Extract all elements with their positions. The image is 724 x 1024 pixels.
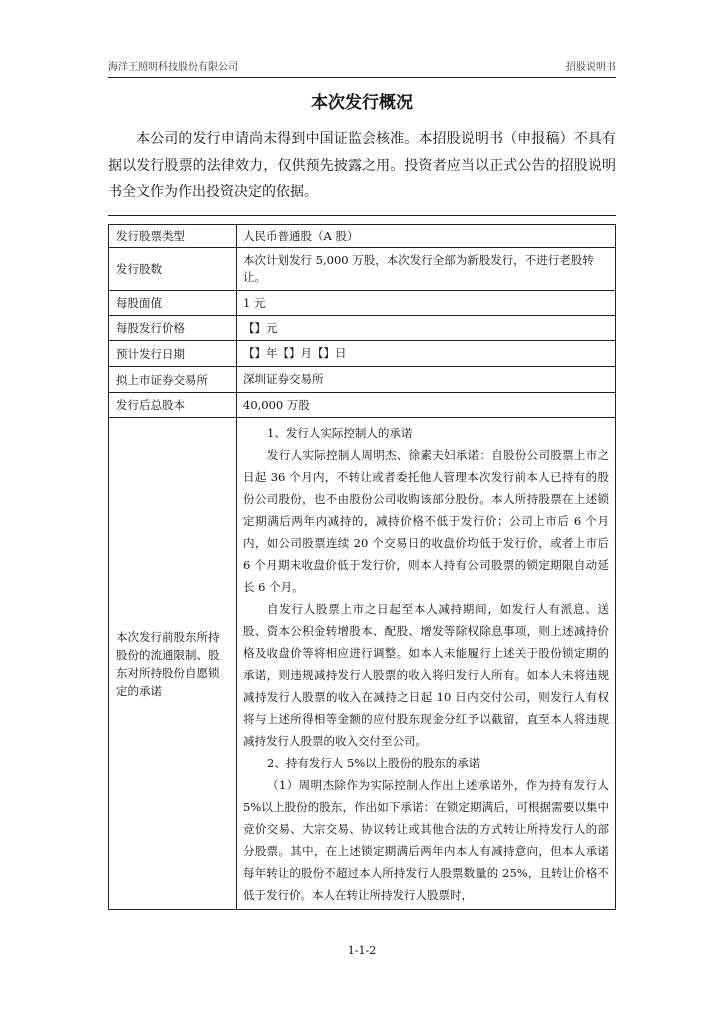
header-company-name: 海洋王照明科技股份有限公司 — [108, 62, 238, 73]
page-number: 1-1-2 — [347, 944, 377, 957]
row-value: 本次计划发行 5,000 万股，本次发行全部为新股发行，不进行老股转让。 — [237, 248, 616, 291]
table-row — [109, 225, 616, 248]
lockup-heading: 1、发行人实际控制人的承诺 — [267, 425, 413, 440]
intro-paragraph: 本公司的发行申请尚未得到中国证监会核准。本招股说明书（申报稿）不具有据以发行股票的法律效力，仅供预先披露之用。投资者应当以正式公告的招股说明书全文作为作出投资决定的依据。 — [108, 131, 616, 200]
row-label: 预计发行日期 — [109, 341, 237, 367]
table-row — [109, 341, 616, 367]
header-document-type: 招股说明书 — [566, 62, 616, 73]
table-row — [109, 291, 616, 316]
row-label: 拟上市证券交易所 — [109, 367, 237, 393]
row-label: 发行股票类型 — [109, 225, 237, 248]
lockup-paragraph: 发行人实际控制人周明杰、徐素夫妇承诺：自股份公司股票上市之日起 36 个月内，不转让或者委托他人管理本次发行前本人已持有的股份公司股份，也不由股份公司收购该部分股份。本人所持股票在上述锁定期满后两年内减持的，减持价格不低于发行价；公司上市后 6 个月内，如公司股票连续 20 个交易日的收盘价均低于发行价，或者上市后 6 个月期末收盘价低于发行价，则本人持有公司股票的锁定期限自动延长 6 个月。 — [243, 447, 609, 594]
row-value: 深圳证券交易所 — [237, 367, 616, 393]
row-value: 40,000 万股 — [237, 393, 616, 418]
offering-summary-table — [108, 224, 616, 910]
section-divider — [108, 215, 616, 216]
page-title: 本次发行概况 — [311, 93, 413, 113]
table-row — [109, 367, 616, 393]
lockup-paragraph: （1）周明杰除作为实际控制人作出上述承诺外，作为持有发行人 5%以上股份的股东，作出如下承诺：在锁定期满后，可根据需要以集中竞价交易、大宗交易、协议转让或其他合法的方式转让所持发行人的部分股票。其中，在上述锁定期满后两年内本人有减持意向，但本人承诺每年转让的股份不超过本人所持发行人股票数量的 25%，且转让价格不低于发行价。本人在转让所持发行人股票时， — [243, 777, 609, 902]
row-value: 【】年【】月【】日 — [237, 341, 616, 367]
row-value: 人民币普通股（A 股） — [237, 225, 616, 248]
table-row — [109, 316, 616, 341]
lockup-label: 本次发行前股东所持股份的流通限制、股东对所持股份自愿锁定的承诺 — [109, 418, 237, 910]
row-label: 发行股数 — [109, 248, 237, 291]
table-row — [109, 418, 616, 910]
row-label: 每股面值 — [109, 291, 237, 316]
lockup-heading: 2、持有发行人 5%以上股份的股东的承诺 — [267, 755, 481, 770]
row-label: 每股发行价格 — [109, 316, 237, 341]
lockup-paragraph: 自发行人股票上市之日起至本人减持期间，如发行人有派息、送股、资本公积金转增股本、配股、增发等除权除息事项，则上述减持价格及收盘价等将相应进行调整。如本人未能履行上述关于股份锁定期的承诺，则违规减持发行人股票的收入将归发行人所有。如本人未将违规减持发行人股票的收入在减持之日起 10 日内交付公司，则发行人有权将与上述所得相等金额的应付股东现金分红予以截留，直至本人将违规减持发行人股票的收入交付至公司。 — [243, 601, 609, 748]
row-value: 1 元 — [237, 291, 616, 316]
table-row — [109, 393, 616, 418]
table-row — [109, 248, 616, 291]
row-value: 【】元 — [237, 316, 616, 341]
row-label: 发行后总股本 — [109, 393, 237, 418]
page-header — [108, 58, 616, 78]
lockup-content — [237, 418, 616, 910]
